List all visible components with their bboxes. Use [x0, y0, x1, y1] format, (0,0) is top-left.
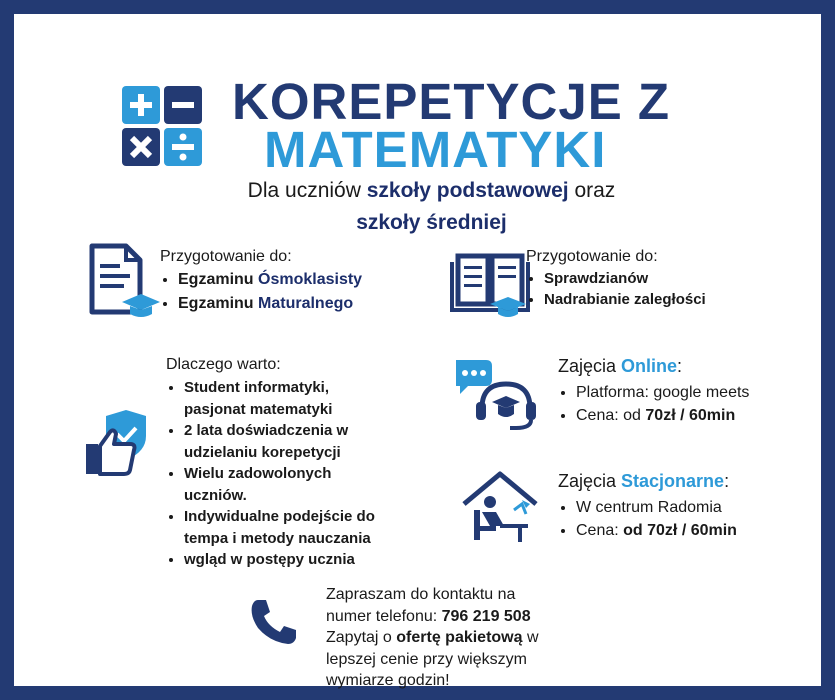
- list-item: • Egzaminu Ósmoklasisty: [178, 269, 362, 290]
- online-block: [558, 354, 749, 427]
- list-item: • Indywidualne podejście do tempa i metody nauczania: [184, 506, 375, 549]
- contact-offer-line: Zapytaj o ofertę pakietową w: [326, 629, 539, 646]
- subtitle-text-2: oraz: [568, 179, 616, 202]
- prep-right-block: [526, 246, 706, 310]
- math-operators-icon: [122, 86, 202, 166]
- subtitle-line-1: [14, 176, 835, 206]
- prep-left-block: [160, 246, 362, 314]
- subtitle-highlight-secondary: szkoły średniej: [356, 211, 507, 234]
- title-line-1: KOREPETYCJE Z: [232, 73, 671, 130]
- contact-line: lepszej cenie przy większym: [326, 650, 527, 668]
- document-graduation-icon: [78, 240, 162, 324]
- contact-block: [326, 584, 539, 692]
- contact-line: wymiarze godzin!: [326, 672, 450, 689]
- why-block: [166, 354, 375, 571]
- stationary-block: [558, 469, 737, 542]
- stationary-heading: Zajęcia Stacjonarne:: [558, 471, 730, 491]
- list-item: • Nadrabianie zaległości: [544, 289, 706, 310]
- stationary-location: • W centrum Radomia: [576, 496, 737, 519]
- prep-right-heading: Przygotowanie do:: [526, 248, 658, 265]
- thumbs-up-shield-icon: [80, 406, 160, 482]
- list-item: • 2 lata doświadczenia w udzielaniu korepetycji: [184, 420, 375, 463]
- subtitle-highlight-primary: szkoły podstawowej: [366, 179, 569, 202]
- phone-number[interactable]: 796 219 508: [441, 607, 531, 625]
- prep-left-heading: Przygotowanie do:: [160, 248, 292, 265]
- list-item: • Student informatyki, pasjonat matematyki: [184, 377, 375, 420]
- home-study-icon: [460, 470, 540, 546]
- online-heading: Zajęcia Online:: [558, 356, 683, 376]
- subtitle-line-2: [14, 208, 835, 238]
- contact-line: Zapraszam do kontaktu na: [326, 586, 516, 603]
- phone-icon: [248, 596, 300, 648]
- online-price: • Cena: od 70zł / 60min: [576, 404, 749, 427]
- list-item: • Sprawdzianów: [544, 268, 706, 289]
- book-graduation-icon: [448, 242, 532, 322]
- stationary-price: • Cena: od 70zł / 60min: [576, 519, 737, 542]
- why-heading: Dlaczego warto:: [166, 356, 281, 373]
- online-platform: • Platforma: google meets: [576, 381, 749, 404]
- contact-phone-line: numer telefonu: 796 219 508: [326, 607, 531, 625]
- subtitle-text: Dla uczniów: [247, 179, 367, 202]
- headset-chat-icon: [452, 356, 536, 432]
- title-line-2: MATEMATYKI: [264, 121, 607, 178]
- list-item: • Egzaminu Maturalnego: [178, 293, 362, 314]
- list-item: • Wielu zadowolonych uczniów.: [184, 463, 375, 506]
- list-item: • wgląd w postępy ucznia: [184, 549, 375, 571]
